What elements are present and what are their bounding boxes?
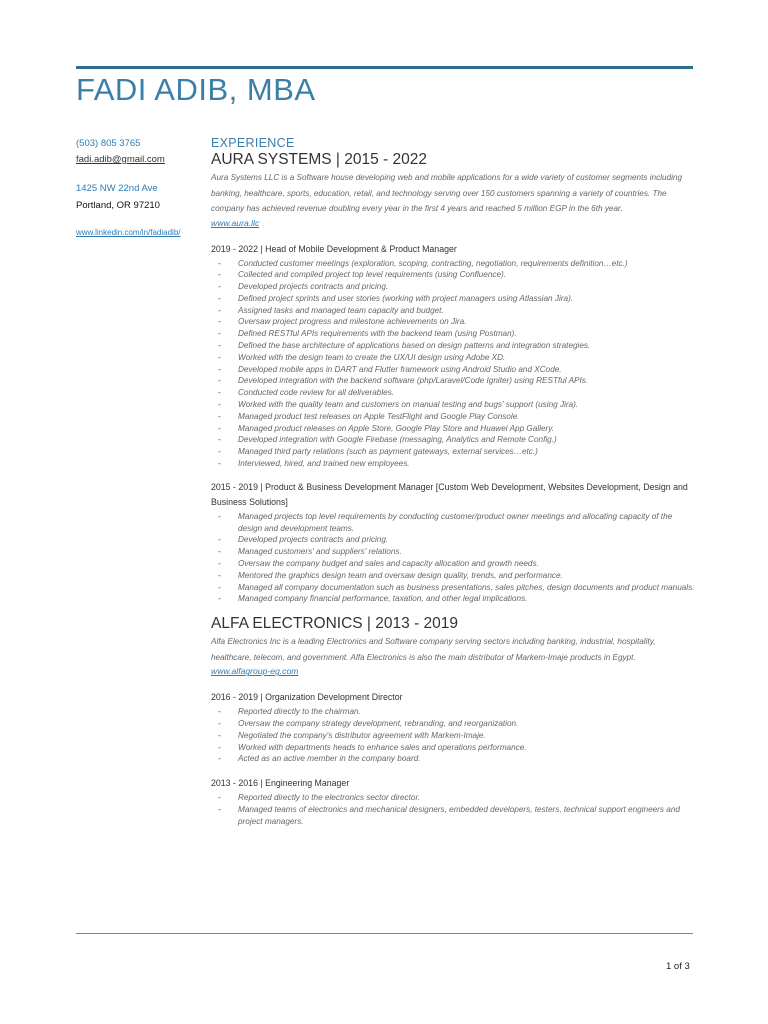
duty-list bbox=[211, 706, 695, 765]
duty-item: - Managed third party relations (such as payment gateways, external services…etc.) bbox=[211, 446, 695, 458]
duty-item: - Managed company financial performance, taxation, and other legal implications. bbox=[211, 593, 695, 605]
duty-item: - Defined project sprints and user stories (working with project managers using Atlassian Jira). bbox=[211, 293, 695, 305]
duty-item: - Managed product test releases on Apple TestFlight and Google Play Console. bbox=[211, 411, 695, 423]
email-link[interactable]: fadi.adib@gmail.com bbox=[76, 154, 165, 165]
duty-item: - Developed projects contracts and pricing. bbox=[211, 281, 695, 293]
role-title: 2019 - 2022 | Head of Mobile Development & Product Manager bbox=[211, 243, 457, 254]
section-title: EXPERIENCE bbox=[211, 136, 295, 150]
contact-sidebar bbox=[76, 138, 198, 237]
phone-number: (503) 805 3765 bbox=[76, 138, 141, 149]
duty-item: - Worked with departments heads to enhance sales and operations performance. bbox=[211, 742, 695, 754]
duty-item: - Defined the base architecture of applications based on design patterns and integration strategies. bbox=[211, 340, 695, 352]
duty-item: - Developed integration with Google Firebase (messaging, Analytics and Remote Config.) bbox=[211, 434, 695, 446]
company-block bbox=[211, 615, 695, 827]
duty-item: - Negotiated the company's distributor agreement with Markem-Imaje. bbox=[211, 730, 695, 742]
duty-item: - Developed integration with the backend software (php/Laravel/Code Igniter) using RESTful APIs. bbox=[211, 375, 695, 387]
role-block bbox=[211, 776, 695, 827]
company-title: AURA SYSTEMS | 2015 - 2022 bbox=[211, 151, 427, 168]
duty-item: - Oversaw the company strategy development, rebranding, and reorganization. bbox=[211, 718, 695, 730]
duty-item: - Mentored the graphics design team and oversaw design quality, trends, and performance. bbox=[211, 570, 695, 582]
duty-item: - Acted as an active member in the company board. bbox=[211, 753, 695, 765]
company-block bbox=[211, 151, 695, 605]
duty-item: - Developed projects contracts and pricing. bbox=[211, 534, 695, 546]
role-block bbox=[211, 242, 695, 470]
experience-section bbox=[211, 136, 695, 828]
company-description: Aura Systems LLC is a Software house developing web and mobile applications for a wide variety of customer segments including banking, healthcare, sports, education, retail, and technology serving over 150 customers spanning a variety of countries. The company has achieved revenue doubling every year in the first 4 years and reached 5 million EGP in the 6th year. bbox=[211, 173, 683, 213]
candidate-name: FADI ADIB, MBA bbox=[76, 72, 316, 107]
duty-item: - Reported directly to the chairman. bbox=[211, 706, 695, 718]
street-address: 1425 NW 22nd Ave bbox=[76, 183, 158, 194]
role-title: 2016 - 2019 | Organization Development Director bbox=[211, 692, 403, 703]
duty-item: - Reported directly to the electronics sector director. bbox=[211, 792, 695, 804]
company-website-link[interactable]: www.alfagroup-eg.com bbox=[211, 666, 299, 677]
company-title: ALFA ELECTRONICS | 2013 - 2019 bbox=[211, 615, 458, 633]
duty-item: - Worked with the design team to create the UX/UI design using Adobe XD. bbox=[211, 352, 695, 364]
role-title: 2015 - 2019 | Product & Business Development Manager [Custom Web Development, Websites Development, Design and Business Solutions] bbox=[211, 481, 688, 507]
duty-item: - Conducted code review for all deliverables. bbox=[211, 387, 695, 399]
duty-item: - Collected and compiled project top level requirements (using Confluence). bbox=[211, 269, 695, 281]
duty-item: - Defined RESTful APIs requirements with the backend team (using Postman). bbox=[211, 328, 695, 340]
duty-item: - Managed projects top level requirements by conducting customer/product owner meetings and allocating capacity of the design and development teams. bbox=[211, 511, 695, 535]
role-title: 2013 - 2016 | Engineering Manager bbox=[211, 778, 350, 789]
duty-item: - Managed teams of electronics and mechanical designers, embedded developers, testers, technical support engineers and project managers. bbox=[211, 804, 695, 828]
duty-item: - Managed product releases on Apple Store, Google Play Store and Huawei App Gallery. bbox=[211, 423, 695, 435]
company-description: Alfa Electronics Inc is a leading Electronics and Software company serving sectors including banking, industrial, hospitality, healthcare, telecom, and government. Alfa Electronics is also the main distributor of Markem-Imaje products in Egypt. bbox=[211, 637, 656, 662]
duty-list bbox=[211, 511, 695, 605]
role-block bbox=[211, 690, 695, 765]
bottom-rule bbox=[76, 933, 693, 934]
duty-item: - Oversaw the company budget and sales and capacity allocation and growth needs. bbox=[211, 558, 695, 570]
company-website-link[interactable]: www.aura.llc bbox=[211, 217, 260, 228]
city-address: Portland, OR 97210 bbox=[76, 200, 160, 211]
duty-item: - Worked with the quality team and customers on manual testing and bugs' support (using Jira). bbox=[211, 399, 695, 411]
duty-item: - Managed customers' and suppliers' relations. bbox=[211, 546, 695, 558]
duty-item: - Managed all company documentation such as business presentations, sales pitches, design documents and product manuals. bbox=[211, 582, 695, 594]
duty-item: - Assigned tasks and managed team capacity and budget. bbox=[211, 305, 695, 317]
duty-item: - Conducted customer meetings (exploration, scoping, contracting, negotiation, requirements definition…etc.) bbox=[211, 258, 695, 270]
top-rule bbox=[76, 66, 693, 69]
role-block bbox=[211, 480, 695, 605]
duty-item: - Developed mobile apps in DART and Flutter framework using Android Studio and XCode. bbox=[211, 364, 695, 376]
duty-item: - Oversaw project progress and milestone achievements on Jira. bbox=[211, 316, 695, 328]
duty-item: - Interviewed, hired, and trained new employees. bbox=[211, 458, 695, 470]
duty-list bbox=[211, 792, 695, 827]
linkedin-link[interactable]: www.linkedin.com/in/fadiadib/ bbox=[76, 228, 181, 237]
duty-list bbox=[211, 258, 695, 470]
page-number: 1 of 3 bbox=[666, 961, 690, 972]
